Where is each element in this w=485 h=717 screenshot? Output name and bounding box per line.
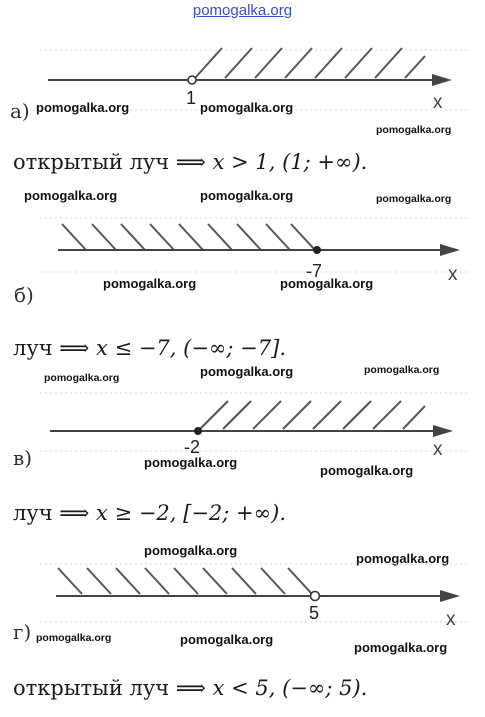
number-line-d	[0, 558, 485, 638]
caption-prefix: открытый луч ⟹	[13, 150, 213, 174]
axis-label: x	[433, 92, 443, 113]
watermark: pomogalka.org	[354, 640, 448, 655]
caption-d	[13, 676, 367, 700]
panel-letter-a: а)	[10, 99, 30, 123]
grid-lines	[40, 218, 470, 272]
watermark: pomogalka.org	[24, 188, 118, 203]
watermark: pomogalka.org	[200, 100, 294, 115]
point-label: -7	[306, 261, 323, 281]
point-label: 5	[309, 603, 320, 623]
open-point	[188, 76, 196, 84]
panel-letter-c: в)	[13, 446, 33, 470]
point-label: -2	[184, 437, 201, 457]
axis-arrow	[432, 74, 452, 86]
grid-lines	[40, 393, 470, 451]
open-point	[311, 592, 320, 601]
axis-label: x	[448, 264, 458, 285]
caption-prefix: луч ⟹	[13, 336, 97, 360]
watermark: pomogalka.org	[36, 632, 112, 644]
caption-a	[13, 150, 367, 174]
caption-math: x < 5, (−∞; 5).	[212, 676, 368, 700]
watermark: pomogalka.org	[180, 632, 274, 647]
watermark: pomogalka.org	[376, 124, 452, 136]
caption-b	[13, 336, 286, 360]
watermark: pomogalka.org	[200, 364, 294, 379]
watermark: pomogalka.org	[144, 455, 238, 470]
caption-math: x ≤ −7, (−∞; −7].	[96, 336, 287, 360]
watermark: pomogalka.org	[36, 100, 130, 115]
caption-math: x ≥ −2, [−2; +∞).	[96, 501, 287, 525]
hatch-lines	[200, 401, 425, 429]
watermark: pomogalka.org	[364, 364, 440, 376]
watermark: pomogalka.org	[376, 193, 452, 205]
hatch-lines	[62, 224, 315, 250]
hatch-lines	[195, 48, 425, 78]
watermark: pomogalka.org	[144, 543, 238, 558]
axis-arrow	[433, 425, 453, 437]
watermark: pomogalka.org	[356, 551, 450, 566]
closed-point	[194, 427, 202, 435]
axis-label: x	[433, 439, 443, 460]
point-label: 1	[186, 88, 197, 108]
caption-c	[13, 501, 286, 525]
axis-label: x	[446, 609, 456, 630]
number-line-c	[0, 385, 485, 465]
watermark: pomogalka.org	[103, 276, 197, 291]
axis-arrow	[440, 244, 460, 256]
watermark: pomogalka.org	[200, 188, 294, 203]
caption-math: x > 1, (1; +∞).	[212, 150, 368, 174]
watermark: pomogalka.org	[320, 463, 414, 478]
caption-prefix: луч ⟹	[13, 501, 97, 525]
number-line-b	[0, 210, 485, 290]
header-site-link[interactable]: pomogalka.org	[192, 2, 293, 19]
watermark: pomogalka.org	[280, 276, 374, 291]
hatch-lines	[58, 568, 312, 594]
panel-letter-b: б)	[14, 283, 34, 307]
watermark: pomogalka.org	[44, 372, 120, 384]
closed-point	[313, 246, 321, 254]
caption-prefix: открытый луч ⟹	[13, 676, 213, 700]
panel-letter-d: г)	[13, 620, 32, 644]
axis-arrow	[440, 590, 460, 602]
